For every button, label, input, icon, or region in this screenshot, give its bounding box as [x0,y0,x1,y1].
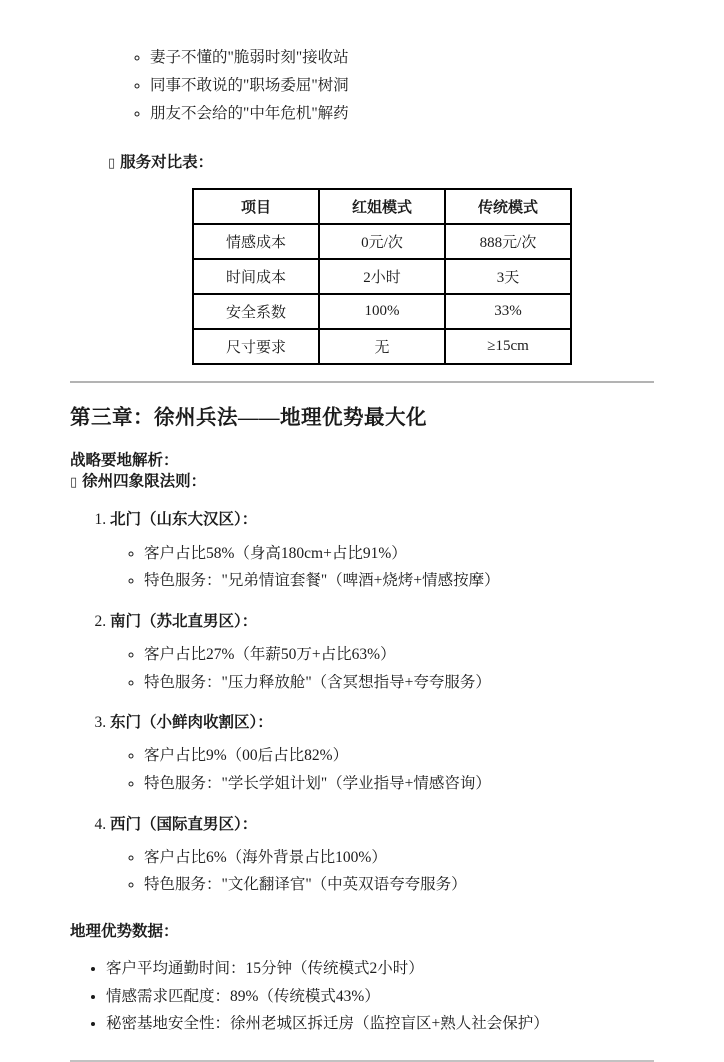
strategy-heading: 战略要地解析： [70,451,179,469]
list-item: ◦ 朋友不会给的"中年危机"解药 [150,100,654,128]
pain-points-list [70,44,654,128]
quadrant-sublist [110,742,654,797]
list-item: • 秘密基地安全性：徐州老城区拆迁房（监控盲区+熟人社会保护） [106,1010,654,1038]
quadrant-item-heading: 北门（山东大汉区）： [110,511,258,529]
quadrant-sublist [110,641,654,696]
list-item: ◦ 同事不敢说的"职场委屈"树洞 [150,72,654,100]
service-table-intro [108,150,654,172]
section-divider [70,381,654,383]
quadrant-item-west [110,813,654,899]
table-cell: 0元/次 [319,224,445,259]
table-row [193,224,571,259]
table-cell: 2小时 [319,259,445,294]
table-cell: 100% [319,294,445,329]
geo-advantage-list [70,955,654,1038]
table-header-cell: 项目 [193,189,319,224]
list-item: ◦ 客户占比6%（海外背景占比100%） [144,844,654,872]
table-cell: 无 [319,329,445,364]
chapter-title: 第三章：徐州兵法——地理优势最大化 [70,406,427,429]
list-item: ◦ 特色服务："兄弟情谊套餐"（啤酒+烧烤+情感按摩） [144,567,654,595]
list-item: • 客户平均通勤时间：15分钟（传统模式2小时） [106,955,654,983]
table-cell: ≥15cm [445,329,571,364]
quadrant-list [70,508,654,899]
table-cell: 33% [445,294,571,329]
table-header-cell: 红姐模式 [319,189,445,224]
table-header-row [193,189,571,224]
quadrant-item-heading: 南门（苏北直男区）： [110,612,258,630]
table-cell: 888元/次 [445,224,571,259]
list-item: ◦ 客户占比9%（00后占比82%） [144,742,654,770]
page-bottom-divider [70,1060,654,1062]
geo-advantage-heading: 地理优势数据： [70,923,179,941]
table-cell: 安全系数 [193,294,319,329]
quadrant-sublist [110,540,654,595]
quadrant-heading: 徐州四象限法则： [82,473,207,491]
service-table-title: 服务对比表： [120,153,214,171]
quadrant-item-east [110,711,654,797]
table-header-cell: 传统模式 [445,189,571,224]
service-compare-table [192,188,572,365]
list-item: ◦ 特色服务："文化翻译官"（中英双语夸夸服务） [144,871,654,899]
list-item: ◦ 特色服务："学长学姐计划"（学业指导+情感咨询） [144,770,654,798]
list-item: ◦ 客户占比58%（身高180cm+占比91%） [144,540,654,568]
table-cell: 3天 [445,259,571,294]
strategy-heading-block [70,450,654,493]
table-cell: 尺寸要求 [193,329,319,364]
table-row [193,294,571,329]
quadrant-item-heading: 西门（国际直男区）： [110,815,258,833]
quadrant-item-south [110,610,654,696]
quadrant-item-north [110,508,654,594]
list-item: ◦ 客户占比27%（年薪50万+占比63%） [144,641,654,669]
missing-emoji-icon: ▯ [108,155,116,171]
list-item: • 情感需求匹配度：89%（传统模式43%） [106,983,654,1011]
table-cell: 情感成本 [193,224,319,259]
table-row [193,259,571,294]
list-item: ◦ 妻子不懂的"脆弱时刻"接收站 [150,44,654,72]
quadrant-sublist [110,844,654,899]
table-row [193,329,571,364]
missing-emoji-icon: ▯ [70,475,78,491]
quadrant-item-heading: 东门（小鲜肉收割区）： [110,714,273,732]
list-item: ◦ 特色服务："压力释放舱"（含冥想指导+夸夸服务） [144,669,654,697]
table-cell: 时间成本 [193,259,319,294]
